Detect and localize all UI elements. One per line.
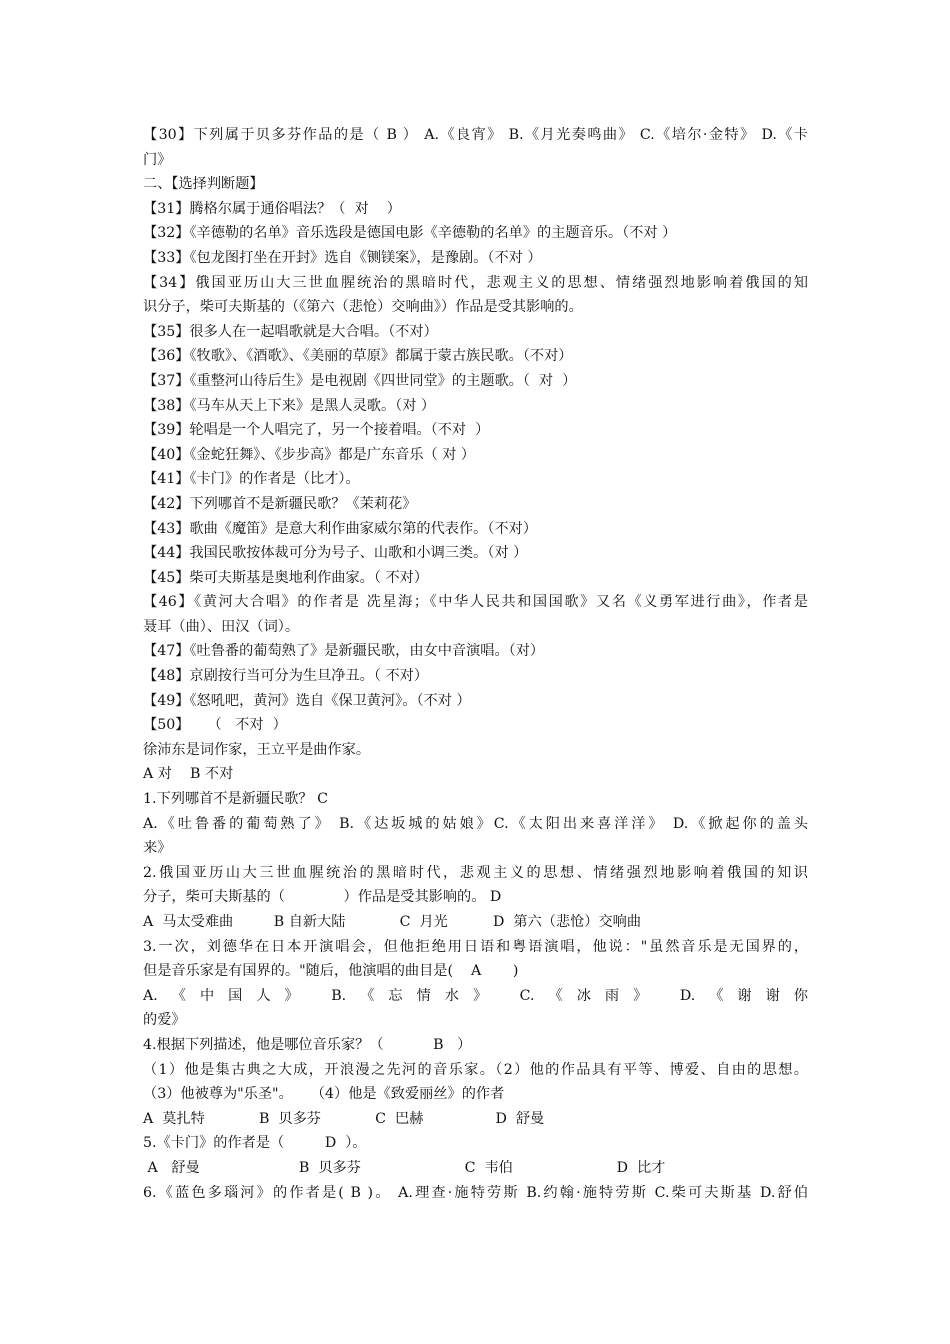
text-line: 但是音乐家是有国界的。"随后，他演唱的曲目是( A ) [143, 963, 519, 980]
text-line: 【48】京剧按行当可分为生旦净丑。（ 不对） [143, 668, 429, 685]
text-line: 徐沛东是词作家，王立平是曲作家。 [143, 741, 371, 758]
text-line: 【43】歌曲《魔笛》是意大利作曲家威尔第的代表作。（不对） [143, 520, 538, 537]
text-line: 【50】 （ 不对 ） [143, 717, 287, 734]
text-line: 1.下列哪首不是新疆民歌？ C [143, 791, 328, 808]
text-line: 【33】《包龙图打坐在开封》选自《铡镁案》，是豫剧。（不对 ） [143, 249, 542, 266]
text-line: 来》 [143, 840, 172, 857]
text-line: 分子，柴可夫斯基的（ ）作品是受其影响的。 D [143, 889, 502, 906]
text-line: 【39】轮唱是一个人唱完了，另一个接着唱。（不对 ） [143, 422, 490, 439]
text-line: 【46】《黄河大合唱》的作者是 冼星海；《中华人民共和国国歌》又名《义勇军进行曲》，作者是 [143, 594, 808, 611]
text-line: （1）他是集古典之大成，开浪漫之先河的音乐家。（2）他的作品具有平等、博爱、自由的思想。 [143, 1061, 808, 1078]
text-line: 5.《卡门》的作者是（ D ）。 [143, 1135, 367, 1152]
text-line: 6.《蓝色多瑙河》的作者是( B )。 A.理查·施特劳斯 B.约翰·施特劳斯 C.柴可夫斯基 D.舒伯 [143, 1184, 808, 1201]
text-line: 3.一次，刘德华在日本开演唱会，但他拒绝用日语和粤语演唱，他说："虽然音乐是无国界的， [143, 938, 808, 955]
text-line: A 对 B 不对 [143, 766, 234, 783]
text-line: 【38】《马车从天上下来》是黑人灵歌。（对 ） [143, 397, 436, 414]
text-line: 【44】我国民歌按体裁可分为号子、山歌和小调三类。（对 ） [143, 545, 528, 562]
text-line: 【37】《重整河山待后生》是电视剧《四世同堂》的主题歌。（ 对 ） [143, 372, 577, 389]
text-line: 4.根据下列描述，他是哪位音乐家？（ B ） [143, 1036, 472, 1053]
text-line: 【34】俄国亚历山大三世血腥统治的黑暗时代，悲观主义的思想、情绪强烈地影响着俄国的知 [143, 274, 808, 291]
text-line: A 舒曼 B 贝多芬 C 韦伯 D 比才 [143, 1159, 666, 1176]
text-line: 【30】下列属于贝多芬作品的是（ B ） A.《良宵》 B.《月光奏鸣曲》 C.《培尔·金特》 D.《卡 [143, 127, 808, 143]
document-page [143, 123, 808, 1205]
text-line: 【36】《牧歌》、《酒歌》、《美丽的草原》都属于蒙古族民歌。（不对） [143, 348, 573, 365]
text-line: 【35】很多人在一起唱歌就是大合唱。（不对） [143, 323, 438, 340]
text-line: A 莫扎特 B 贝多芬 C 巴赫 D 舒曼 [143, 1110, 545, 1127]
text-line: （3）他被尊为"乐圣"。 （4）他是《致爱丽丝》的作者 [143, 1086, 505, 1103]
text-line: 【42】下列哪首不是新疆民歌？《茉莉花》 [143, 495, 417, 512]
text-line: 二、【选择判断题】 [143, 176, 264, 193]
text-line: 【40】《金蛇狂舞》、《步步高》都是广东音乐（ 对 ） [143, 446, 476, 463]
text-line: A.《中国人》 B.《忘情水》 C.《冰雨》 D.《谢谢你 [143, 987, 808, 1004]
text-line: 【41】《卡门》的作者是（比才）。 [143, 471, 360, 488]
text-line: 聂耳（曲）、田汉（词）。 [143, 618, 300, 635]
text-line: 的爱》 [143, 1012, 186, 1029]
text-line: A 马太受难曲 B 自新大陆 C 月光 D 第六（悲怆）交响曲 [143, 914, 642, 930]
text-line: 识分子，柴可夫斯基的（《第六（悲怆）交响曲》）作品是受其影响的。 [143, 299, 583, 316]
text-line: A.《吐鲁番的葡萄熟了》 B.《达坂城的姑娘》C.《太阳出来喜洋洋》 D.《掀起你的盖头 [143, 815, 808, 832]
text-line: 门》 [143, 151, 172, 168]
text-line: 【49】《怒吼吧，黄河》选自《保卫黄河》。（不对 ） [143, 692, 471, 709]
text-line: 2.俄国亚历山大三世血腥统治的黑暗时代，悲观主义的思想、情绪强烈地影响着俄国的知识 [143, 864, 808, 881]
text-line: 【31】腾格尔属于通俗唱法？（ 对 ） [143, 200, 401, 217]
text-line: 【47】《吐鲁番的葡萄熟了》是新疆民歌，由女中音演唱。（对） [143, 643, 545, 660]
text-line: 【45】柴可夫斯基是奥地利作曲家。（ 不对） [143, 569, 429, 586]
text-line: 【32】《辛德勒的名单》音乐选段是德国电影《辛德勒的名单》的主题音乐。（不对 ） [143, 225, 677, 242]
